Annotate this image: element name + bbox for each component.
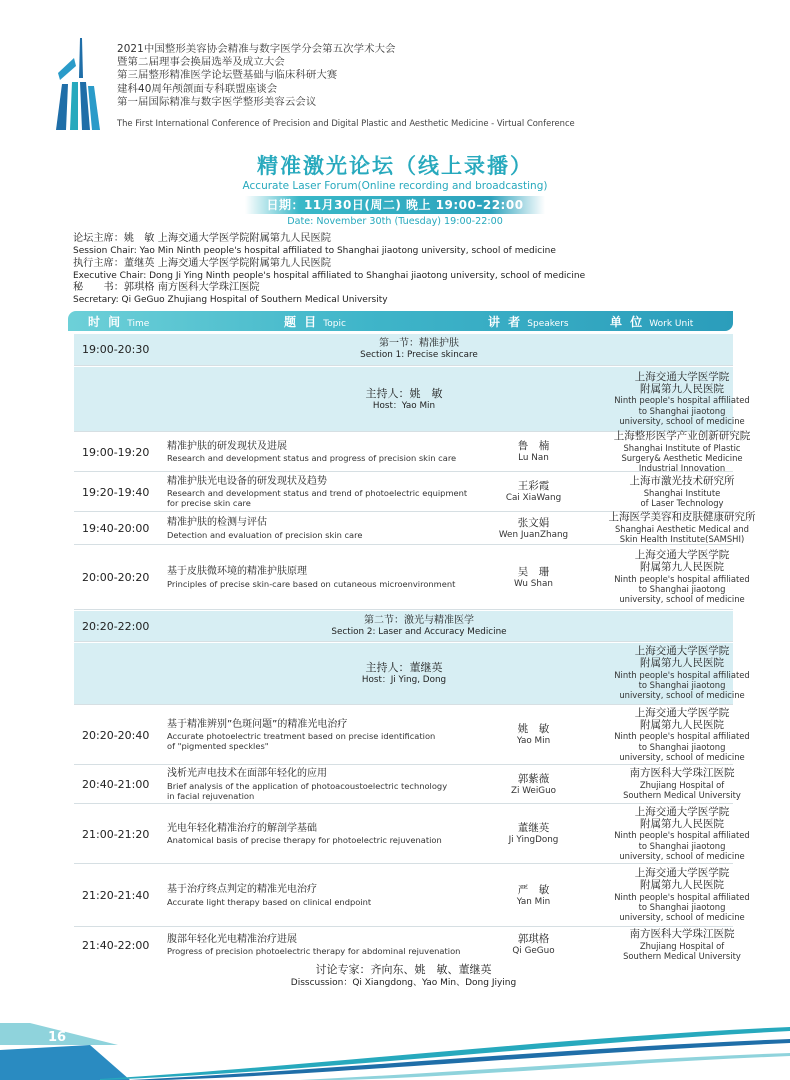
speaker-cell: 张文娟 Wen JuanZhang [498,516,569,540]
work-unit-cell: 上海交通大学医学院 附属第九人民医院 Ninth people's hospital affiliated to Shanghai jiaotong university, school of medicine [614,549,750,605]
topic-cell: 基于精准辨别”色斑问题”的精准光电治疗 Accurate photoelectric treatment based on precise identification of "pigmented speckles" [167,718,436,752]
conference-title-block [117,43,396,109]
topic-cell: 精准护肤光电设备的研发现状及趋势 Research and development status and trend of photoelectric equipment for precise skin care [167,475,468,509]
work-unit-cell: 上海交通大学医学院 附属第九人民医院 Ninth people's hospital affiliated to Shanghai jiaotong university, school of medicine [614,706,750,762]
table-row [74,927,741,962]
time-cell: 19:20-19:40 [82,485,150,499]
conference-line: 第一届国际精准与数字医学整形美容云会议 [117,95,317,108]
section-row [74,334,733,366]
table-row [74,511,756,545]
host-row [74,643,750,705]
work-unit-cell: 上海市激光技术研究所 Shanghai Institute of Laser Technology [629,474,735,508]
topic-cell: 基于治疗终点判定的精准光电治疗 Accurate light therapy based on clinical endpoint [167,884,372,907]
conference-logo-icon [50,38,102,130]
time-cell: 20:20-20:40 [82,728,150,742]
column-header-work-unit: 单 位 Work Unit [610,315,694,329]
section-title: 第二节：激光与精准医学 Section 2: Laser and Accuracy Medicine [331,614,507,637]
table-row [74,706,750,765]
host-name: 主持人：董继英 Host：Ji Ying, Dong [361,661,447,685]
conference-line: 暨第二届理事会换届选举及成立大会 [117,56,285,69]
column-header-time: 时 间 Time [88,315,150,329]
conference-line: 第三届整形精准医学论坛暨基础与临床科研大赛 [117,69,338,82]
work-unit-cell: 上海交通大学医学院 附属第九人民医院 Ninth people's hospital affiliated to Shanghai jiaotong university, school of medicine [614,867,750,923]
work-unit-cell: 南方医科大学珠江医院 Zhujiang Hospital of Southern Medical University [623,767,741,801]
forum-title: 精准激光论坛（线上录播） [257,154,533,178]
time-cell: 20:40-21:00 [82,778,150,791]
time-cell: 21:40-22:00 [82,938,150,952]
work-unit-cell: 上海交通大学医学院 附属第九人民医院 Ninth people's hospital affiliated to Shanghai jiaotong university, school of medicine [614,645,750,701]
speaker-cell: 郭紫薇 Zi WeiGuo [510,772,557,796]
topic-cell: 基于皮肤微环境的精准护肤原理 Principles of precise skin-care based on cutaneous microenvironment [167,566,456,589]
conference-line: 2021中国整形美容协会精准与数字医学分会第五次学术大会 [117,43,396,55]
table-row [74,865,750,927]
footer-wave-decoration [0,1015,790,1080]
time-cell: 20:00-20:20 [82,571,150,584]
time-cell: 20:20-22:00 [82,619,150,633]
speaker-cell: 姚 敏 Yao Min [516,723,551,746]
speaker-cell: 鲁 楠 Lu Nan [517,440,550,463]
time-cell: 19:00-20:30 [82,343,150,356]
work-unit-cell: 上海交通大学医学院 附属第九人民医院 Ninth people's hospital affiliated to Shanghai jiaotong university, school of medicine [614,370,750,426]
table-row [74,546,750,610]
table-row [74,429,751,473]
host-name: 主持人：姚 敏 Host：Yao Min [365,386,443,411]
table-row [74,766,741,804]
section-row [74,611,733,642]
topic-cell: 浅析光声电技术在面部年轻化的应用 Brief analysis of the application of photoacoustoelectric technology in facial rejuvenation [167,768,448,801]
table-row [74,805,750,864]
forum-subtitle: Accurate Laser Forum(Online recording and broadcasting) [242,180,548,192]
secretary-cn: 秘 书：郭琪格 南方医科大学珠江医院 [73,282,260,294]
work-unit-cell: 南方医科大学珠江医院 Zhujiang Hospital of Southern Medical University [623,927,741,961]
discussion-experts: 讨论专家：齐向东、姚 敏、董继英 Disscussion：Qi Xiangdong、Yao Min、Dong Jiying [290,963,517,988]
conference-line: 建科40周年颅颌面专科联盟座谈会 [117,82,278,95]
speaker-cell: 严 敏 Yan Min [516,883,551,907]
executive-chair-cn: 执行主席：董继英 上海交通大学医学院附属第九人民医院 [73,257,331,269]
time-cell: 21:20-21:40 [82,889,150,902]
topic-cell: 精准护肤的研发现状及进展 Research and development status and progress of precision skin care [167,440,457,464]
secretary-en: Secretary: Qi GeGuo Zhujiang Hospital of Southern Medical University [73,295,388,306]
time-cell: 21:00-21:20 [82,827,150,841]
speaker-cell: 郭琪格 Qi GeGuo [512,933,555,956]
host-row [74,367,750,432]
speaker-cell: 王彩霞 Cai XiaWang [505,480,562,503]
topic-cell: 光电年轻化精准治疗的解剖学基础 Anatomical basis of precise therapy for photoelectric rejuvenation [167,822,442,846]
page-number: 16 [48,1030,67,1045]
session-chair-cn: 论坛主席：姚 敏 上海交通大学医学院附属第九人民医院 [73,233,331,244]
speaker-cell: 吴 珊 Wu Shan [514,565,553,589]
work-unit-cell: 上海交通大学医学院 附属第九人民医院 Ninth people's hospital affiliated to Shanghai jiaotong university, school of medicine [614,805,750,861]
column-header-topic: 题 目 Topic [284,315,346,329]
chairs-block [73,233,585,307]
executive-chair-en: Executive Chair: Dong Ji Ying Ninth people's hospital affiliated to Shanghai jiaotong university, school of medicine [73,270,586,281]
date-english: Date: November 30th (Tuesday) 19:00-22:00 [287,216,503,227]
table-header [68,311,733,331]
topic-cell: 精准护肤的检测与评估 Detection and evaluation of precision skin care [167,517,363,540]
time-cell: 19:00-19:20 [82,445,150,459]
time-cell: 19:40-20:00 [82,522,150,535]
column-header-speakers: 讲 者 Speakers [488,315,569,329]
speaker-cell: 董继英 Ji YingDong [508,822,559,845]
date-banner: 日期：11月30日(周二) 晚上 19:00–22:00 [245,196,545,214]
conference-english-title: The First International Conference of Precision and Digital Plastic and Aesthetic Medicine - Virtual Conference [117,118,575,128]
session-chair-en: Session Chair: Yao Min Ninth people's hospital affiliated to Shanghai jiaotong university, school of medicine [73,246,556,257]
table-row [74,473,733,512]
topic-cell: 腹部年轻化光电精准治疗进展 Progress of precision photoelectric therapy for abdominal rejuvenation [167,933,461,957]
section-title: 第一节：精准护肤 Section 1: Precise skincare [360,338,478,360]
work-unit-cell: 上海医学美容和皮肤健康研究所 Shanghai Aesthetic Medical and Skin Health Institute(SAMSHI) [608,511,756,545]
work-unit-cell: 上海整形医学产业创新研究院 Shanghai Institute of Plastic Surgery& Aesthetic Medicine Industrial Innovation [613,429,751,473]
